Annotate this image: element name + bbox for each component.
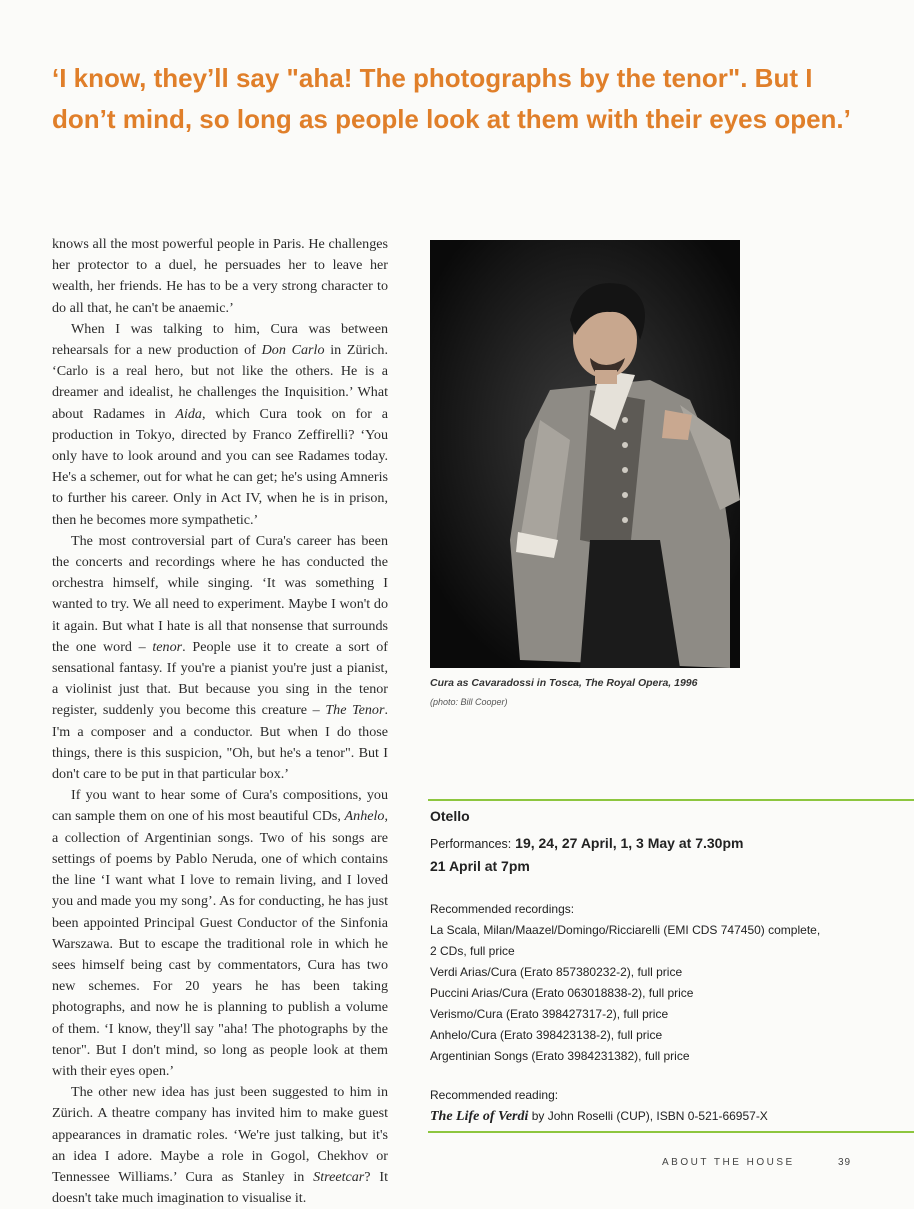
paragraph: The other new idea has just been suggested to him in Zürich. A theatre company has invited him to make guest appearances in dramatic roles. ‘We're just talking, but it's an idea I adore. Maybe a role in Gogol, Chekhov or Tennessee Williams.’ Cura as Stanley in Streetcar? It doesn't take much imagination to visualise it. <box>52 1084 389 1207</box>
paragraph: The most controversial part of Cura's career has been the concerts and recordings where he has conducted the orchestra himself, while singing. ‘It was something I wanted to try. We all need to experiment. Maybe I won't do it again. But what I hate is all that nonsense that surrounds the one word – tenor. People use it to create a sort of sensational fantasy. If you're a pianist you're just a pianist, a violinist just that. But because you sing in the tenor register, suddenly you become this creature – The Tenor. I'm a composer and a conductor. But when I do those things, there is this suspicion, "Oh, but he's a tenor". But I don't care to be put in that particular box.’ <box>52 532 388 783</box>
opera-title: Otello <box>430 808 470 824</box>
recording-item: Verismo/Cura (Erato 398427317-2), full price <box>430 1007 669 1021</box>
divider-bottom <box>428 1131 914 1133</box>
recording-item: Verdi Arias/Cura (Erato 857380232-2), full price <box>430 965 683 979</box>
article-body <box>52 234 388 1209</box>
paragraph: If you want to hear some of Cura's compositions, you can sample them on one of his most beautiful CDs, Anhelo, a collection of Argentinian songs. Two of his songs are settings of poems by Pablo Neruda, one of which contains the line ‘I want what I love to remain living, and I loved you and made you my song’. As for conducting, he has just been appointed Principal Guest Conductor of the Sinfonia Warszawa. But to escape the traditional role in which he sees himself being cast by commentators, Cura has two new schemes. For 20 years he has been taking photographs, and now he is planning to publish a volume of them. ‘I know, they'll say "aha! The photographs by the tenor". But I don't mind, so long as people look at them with their eyes open.’ <box>52 787 388 1079</box>
performer-photo <box>430 240 740 668</box>
reading-heading: Recommended reading: <box>430 1088 559 1102</box>
paragraph: knows all the most powerful people in Paris. He challenges her protector to a duel, he persuades her to leave her wealth, her friends. He has to be a very strong character to do all that, he can't be anaemic.’ <box>52 236 388 316</box>
divider-top <box>428 799 914 801</box>
reading-item: The Life of Verdi by John Roselli (CUP), ISBN 0-521-66957-X <box>430 1109 768 1124</box>
recordings-list <box>430 920 900 1067</box>
recording-item: La Scala, Milan/Maazel/Domingo/Ricciarelli (EMI CDS 747450) complete, <box>430 923 821 937</box>
performer-photo-illustration <box>430 240 740 668</box>
recording-item: Puccini Arias/Cura (Erato 063018838-2), full price <box>430 986 694 1000</box>
paragraph: When I was talking to him, Cura was between rehearsals for a new production of Don Carlo in Zürich. ‘Carlo is a real hero, but not like the others. He is a dreamer and idealist, he challenges the Inquisition.’ What about Radames in Aida, which Cura took on for a production in Tokyo, directed by Franco Zeffirelli? ‘You only have to look around and you can see Radames today. He's a schemer, out for what he can get; he's using Amneris to further his career. Only in Act IV, when he is in prison, then he becomes more sympathetic.’ <box>52 320 389 528</box>
section-footer: ABOUT THE HOUSE <box>662 1157 795 1168</box>
page-number: 39 <box>838 1157 852 1168</box>
recording-item: 2 CDs, full price <box>430 944 515 958</box>
recordings-heading: Recommended recordings: <box>430 902 575 916</box>
photo-caption: Cura as Cavaradossi in Tosca, The Royal Opera, 1996 <box>430 677 698 689</box>
performance-dates: Performances: 19, 24, 27 April, 1, 3 May at 7.30pm 21 April at 7pm <box>430 835 744 874</box>
recording-item: Anhelo/Cura (Erato 398423138-2), full price <box>430 1028 663 1042</box>
recording-item: Argentinian Songs (Erato 3984231382), full price <box>430 1049 690 1063</box>
pull-quote: ‘I know, they’ll say "aha! The photographs by the tenor". But I don’t mind, so long as people look at them with their eyes open.’ <box>52 63 851 134</box>
performance-info-box <box>430 808 900 1127</box>
photo-credit: (photo: Bill Cooper) <box>430 697 508 707</box>
